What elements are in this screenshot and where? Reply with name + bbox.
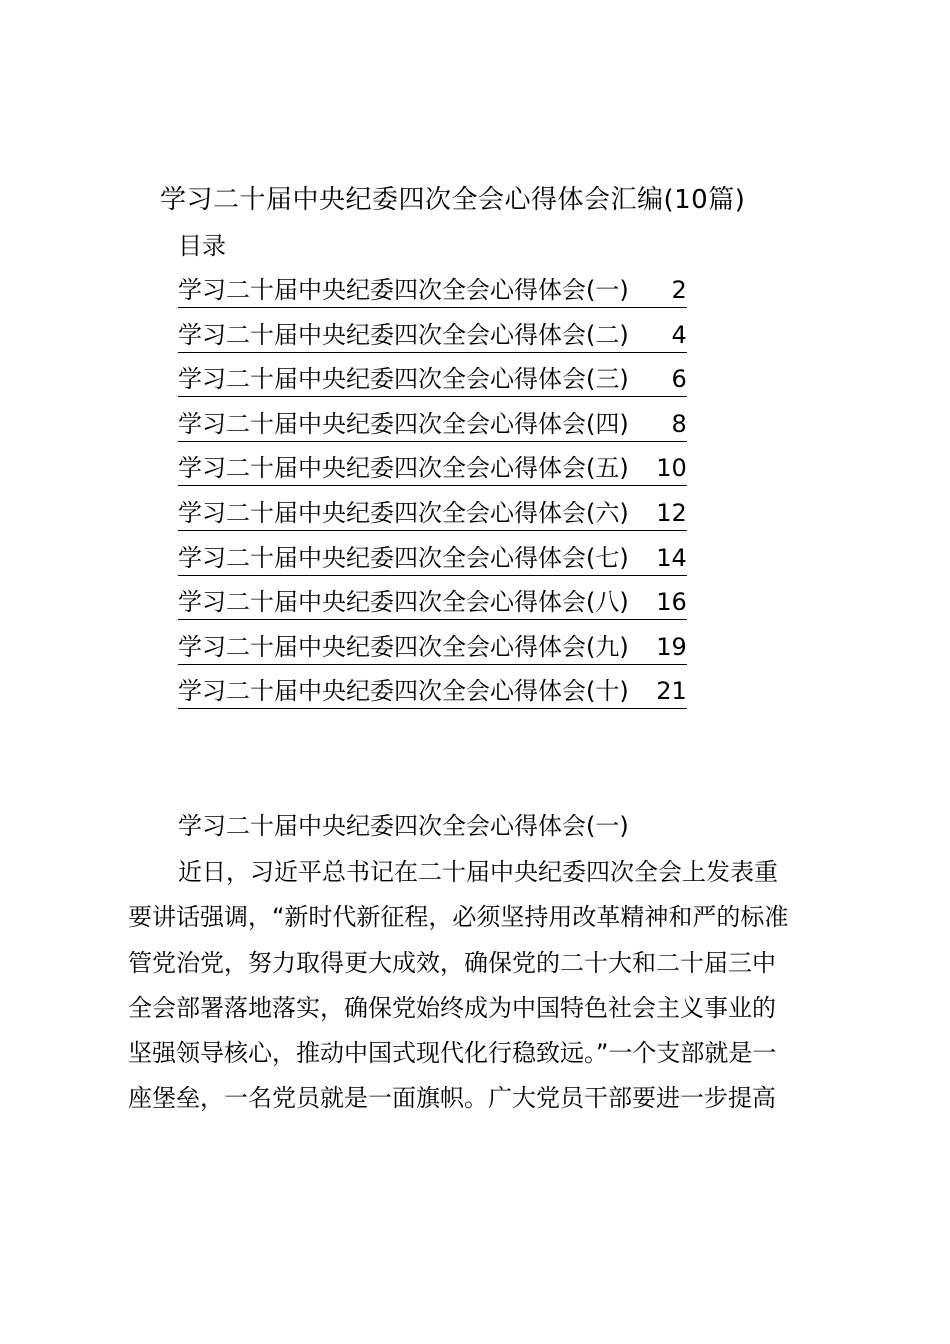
toc-entry-page: 8 bbox=[671, 409, 687, 438]
toc-entry-9[interactable] bbox=[178, 627, 687, 672]
body-line: 近日，习近平总书记在二十届中央纪委四次全会上发表重 bbox=[178, 858, 778, 886]
body-line: 座堡垒，一名党员就是一面旗帜。广大党员干部要进一步提高 bbox=[128, 1084, 776, 1113]
toc-entry-label: 学习二十届中央纪委四次全会心得体会(二) bbox=[178, 320, 629, 349]
toc-entry-page: 14 bbox=[656, 543, 687, 572]
toc-entry-label: 学习二十届中央纪委四次全会心得体会(三) bbox=[178, 365, 629, 394]
toc-heading: 目录 bbox=[178, 232, 226, 260]
document-title: 学习二十届中央纪委四次全会心得体会汇编(10篇) bbox=[160, 185, 746, 215]
toc-entry-page: 12 bbox=[656, 498, 687, 527]
toc-entry-3[interactable] bbox=[178, 359, 687, 404]
body-paragraph bbox=[128, 850, 828, 1122]
body-line: 管党治党，努力取得更大成效，确保党的二十大和二十届三中 bbox=[128, 948, 776, 977]
toc-entry-page: 4 bbox=[671, 320, 687, 349]
section-heading: 学习二十届中央纪委四次全会心得体会(一) bbox=[178, 812, 629, 840]
toc-entry-label: 学习二十届中央纪委四次全会心得体会(七) bbox=[178, 543, 629, 572]
toc-entry-page: 16 bbox=[656, 588, 687, 617]
toc-entry-page: 19 bbox=[656, 632, 687, 661]
toc-entry-page: 6 bbox=[671, 365, 687, 394]
toc-entry-8[interactable] bbox=[178, 582, 687, 627]
body-line: 坚强领导核心，推动中国式现代化行稳致远。”一个支部就是一 bbox=[128, 1039, 777, 1068]
toc-entry-label: 学习二十届中央纪委四次全会心得体会(一) bbox=[178, 276, 629, 304]
body-line: 全会部署落地落实，确保党始终成为中国特色社会主义事业的 bbox=[128, 993, 776, 1022]
toc-entry-label: 学习二十届中央纪委四次全会心得体会(十) bbox=[178, 677, 629, 706]
toc-entry-4[interactable] bbox=[178, 404, 687, 449]
toc-entry-page: 21 bbox=[656, 677, 687, 706]
toc-entry-page: 2 bbox=[671, 276, 687, 304]
toc-entry-10[interactable] bbox=[178, 671, 687, 716]
toc-entry-page: 10 bbox=[656, 454, 687, 483]
toc-entry-5[interactable] bbox=[178, 448, 687, 493]
toc-entry-1[interactable] bbox=[178, 270, 687, 315]
toc-entry-6[interactable] bbox=[178, 493, 687, 538]
toc-entry-7[interactable] bbox=[178, 538, 687, 583]
table-of-contents bbox=[178, 270, 687, 716]
body-line: 要讲话强调，“新时代新征程，必须坚持用改革精神和严的标准 bbox=[128, 903, 789, 932]
toc-entry-label: 学习二十届中央纪委四次全会心得体会(四) bbox=[178, 409, 629, 438]
toc-entry-label: 学习二十届中央纪委四次全会心得体会(八) bbox=[178, 588, 629, 617]
toc-entry-label: 学习二十届中央纪委四次全会心得体会(九) bbox=[178, 632, 629, 661]
toc-entry-2[interactable] bbox=[178, 315, 687, 360]
toc-entry-label: 学习二十届中央纪委四次全会心得体会(六) bbox=[178, 498, 629, 527]
toc-entry-label: 学习二十届中央纪委四次全会心得体会(五) bbox=[178, 454, 629, 483]
